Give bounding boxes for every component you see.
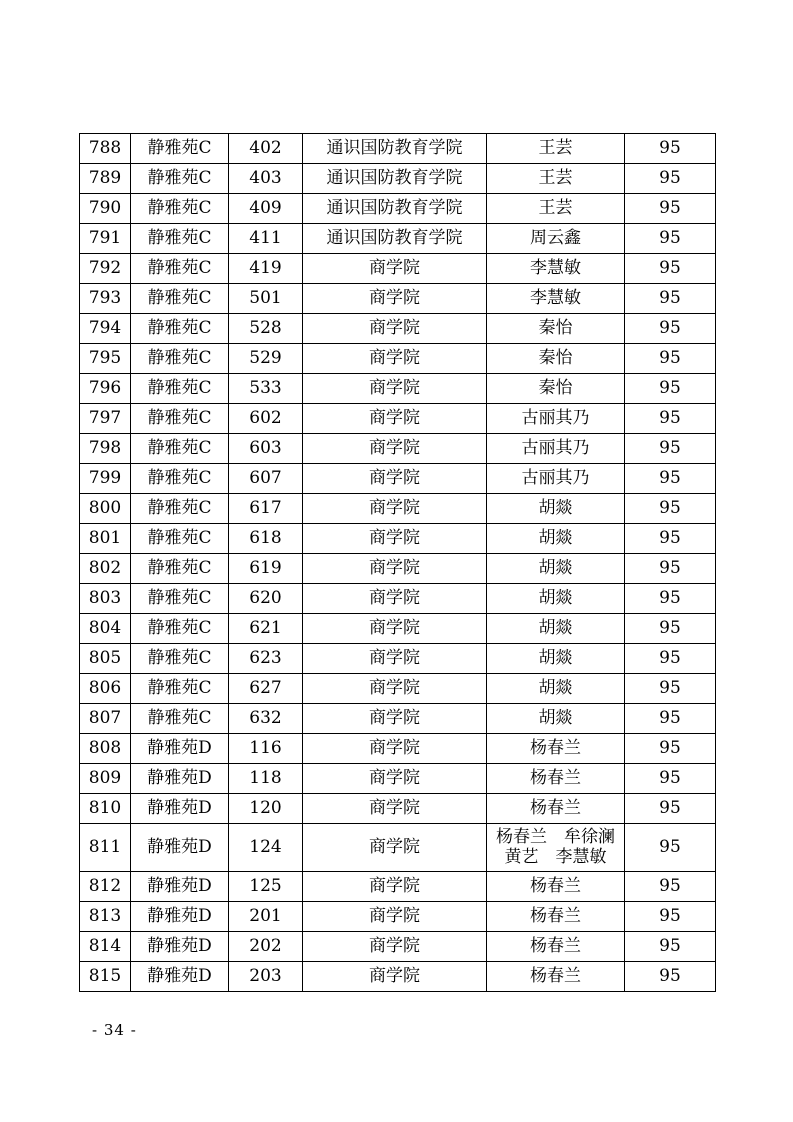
building-cell: 静雅苑C bbox=[131, 434, 229, 464]
page-number: - 34 - bbox=[92, 1021, 137, 1039]
instructor-cell: 杨春兰 bbox=[487, 764, 625, 794]
room-cell: 120 bbox=[229, 794, 303, 824]
row-number-cell: 813 bbox=[80, 902, 131, 932]
college-cell: 商学院 bbox=[303, 932, 487, 962]
college-cell: 商学院 bbox=[303, 614, 487, 644]
building-cell: 静雅苑D bbox=[131, 962, 229, 992]
building-cell: 静雅苑C bbox=[131, 674, 229, 704]
row-number-cell: 809 bbox=[80, 764, 131, 794]
room-cell: 125 bbox=[229, 872, 303, 902]
table-row bbox=[80, 374, 716, 404]
room-cell: 623 bbox=[229, 644, 303, 674]
table-row bbox=[80, 614, 716, 644]
college-cell: 商学院 bbox=[303, 554, 487, 584]
college-cell: 商学院 bbox=[303, 734, 487, 764]
college-cell: 商学院 bbox=[303, 824, 487, 872]
room-cell: 533 bbox=[229, 374, 303, 404]
row-number-cell: 805 bbox=[80, 644, 131, 674]
row-number-cell: 812 bbox=[80, 872, 131, 902]
table-row bbox=[80, 902, 716, 932]
score-cell: 95 bbox=[625, 872, 716, 902]
building-cell: 静雅苑C bbox=[131, 644, 229, 674]
college-cell: 商学院 bbox=[303, 254, 487, 284]
building-cell: 静雅苑C bbox=[131, 254, 229, 284]
table-row bbox=[80, 194, 716, 224]
table-row bbox=[80, 734, 716, 764]
college-cell: 商学院 bbox=[303, 494, 487, 524]
instructor-line: 杨春兰 牟徐澜 bbox=[496, 826, 615, 847]
row-number-cell: 789 bbox=[80, 164, 131, 194]
room-cell: 627 bbox=[229, 674, 303, 704]
instructor-cell: 王芸 bbox=[487, 194, 625, 224]
table-row bbox=[80, 524, 716, 554]
score-cell: 95 bbox=[625, 794, 716, 824]
instructor-cell: 古丽其乃 bbox=[487, 404, 625, 434]
score-cell: 95 bbox=[625, 494, 716, 524]
instructor-cell: 胡燚 bbox=[487, 554, 625, 584]
score-cell: 95 bbox=[625, 932, 716, 962]
room-cell: 203 bbox=[229, 962, 303, 992]
row-number-cell: 814 bbox=[80, 932, 131, 962]
table-row bbox=[80, 164, 716, 194]
building-cell: 静雅苑C bbox=[131, 134, 229, 164]
row-number-cell: 807 bbox=[80, 704, 131, 734]
score-cell: 95 bbox=[625, 644, 716, 674]
score-cell: 95 bbox=[625, 404, 716, 434]
instructor-cell: 胡燚 bbox=[487, 644, 625, 674]
college-cell: 通识国防教育学院 bbox=[303, 224, 487, 254]
table-row bbox=[80, 674, 716, 704]
row-number-cell: 815 bbox=[80, 962, 131, 992]
building-cell: 静雅苑D bbox=[131, 872, 229, 902]
college-cell: 商学院 bbox=[303, 374, 487, 404]
table-row bbox=[80, 872, 716, 902]
building-cell: 静雅苑D bbox=[131, 734, 229, 764]
instructor-cell: 秦怡 bbox=[487, 344, 625, 374]
building-cell: 静雅苑C bbox=[131, 494, 229, 524]
college-cell: 商学院 bbox=[303, 764, 487, 794]
college-cell: 商学院 bbox=[303, 872, 487, 902]
table-row bbox=[80, 932, 716, 962]
table-row bbox=[80, 824, 716, 872]
instructor-cell: 杨春兰 bbox=[487, 734, 625, 764]
instructor-cell: 胡燚 bbox=[487, 584, 625, 614]
table-row bbox=[80, 344, 716, 374]
score-cell: 95 bbox=[625, 764, 716, 794]
table-row bbox=[80, 224, 716, 254]
room-cell: 528 bbox=[229, 314, 303, 344]
instructor-cell: 王芸 bbox=[487, 164, 625, 194]
dorm-score-table bbox=[79, 133, 716, 992]
instructor-cell: 胡燚 bbox=[487, 704, 625, 734]
table-row bbox=[80, 764, 716, 794]
score-cell: 95 bbox=[625, 164, 716, 194]
score-cell: 95 bbox=[625, 344, 716, 374]
table-row bbox=[80, 254, 716, 284]
room-cell: 402 bbox=[229, 134, 303, 164]
room-cell: 409 bbox=[229, 194, 303, 224]
college-cell: 商学院 bbox=[303, 464, 487, 494]
table-row bbox=[80, 962, 716, 992]
building-cell: 静雅苑C bbox=[131, 404, 229, 434]
room-cell: 201 bbox=[229, 902, 303, 932]
room-cell: 617 bbox=[229, 494, 303, 524]
score-cell: 95 bbox=[625, 464, 716, 494]
table-row bbox=[80, 434, 716, 464]
instructor-cell: 杨春兰 bbox=[487, 902, 625, 932]
building-cell: 静雅苑C bbox=[131, 704, 229, 734]
college-cell: 商学院 bbox=[303, 314, 487, 344]
row-number-cell: 796 bbox=[80, 374, 131, 404]
instructor-cell: 杨春兰 bbox=[487, 872, 625, 902]
college-cell: 通识国防教育学院 bbox=[303, 134, 487, 164]
score-cell: 95 bbox=[625, 824, 716, 872]
table-row bbox=[80, 284, 716, 314]
table-row bbox=[80, 314, 716, 344]
instructor-cell: 胡燚 bbox=[487, 674, 625, 704]
room-cell: 118 bbox=[229, 764, 303, 794]
room-cell: 202 bbox=[229, 932, 303, 962]
table-row bbox=[80, 584, 716, 614]
room-cell: 602 bbox=[229, 404, 303, 434]
building-cell: 静雅苑C bbox=[131, 224, 229, 254]
college-cell: 通识国防教育学院 bbox=[303, 164, 487, 194]
row-number-cell: 808 bbox=[80, 734, 131, 764]
instructor-line: 黄艺 李慧敏 bbox=[504, 846, 607, 867]
instructor-cell: 周云鑫 bbox=[487, 224, 625, 254]
building-cell: 静雅苑C bbox=[131, 344, 229, 374]
room-cell: 419 bbox=[229, 254, 303, 284]
college-cell: 通识国防教育学院 bbox=[303, 194, 487, 224]
room-cell: 603 bbox=[229, 434, 303, 464]
score-cell: 95 bbox=[625, 902, 716, 932]
table-row bbox=[80, 404, 716, 434]
score-cell: 95 bbox=[625, 224, 716, 254]
college-cell: 商学院 bbox=[303, 344, 487, 374]
college-cell: 商学院 bbox=[303, 434, 487, 464]
table-body bbox=[80, 134, 716, 992]
instructor-cell: 古丽其乃 bbox=[487, 464, 625, 494]
row-number-cell: 794 bbox=[80, 314, 131, 344]
instructor-cell: 胡燚 bbox=[487, 614, 625, 644]
college-cell: 商学院 bbox=[303, 794, 487, 824]
row-number-cell: 792 bbox=[80, 254, 131, 284]
room-cell: 620 bbox=[229, 584, 303, 614]
college-cell: 商学院 bbox=[303, 524, 487, 554]
table-row bbox=[80, 464, 716, 494]
room-cell: 411 bbox=[229, 224, 303, 254]
row-number-cell: 798 bbox=[80, 434, 131, 464]
college-cell: 商学院 bbox=[303, 962, 487, 992]
row-number-cell: 803 bbox=[80, 584, 131, 614]
table-row bbox=[80, 644, 716, 674]
college-cell: 商学院 bbox=[303, 644, 487, 674]
instructor-cell: 杨春兰 bbox=[487, 794, 625, 824]
row-number-cell: 806 bbox=[80, 674, 131, 704]
instructor-cell: 秦怡 bbox=[487, 314, 625, 344]
building-cell: 静雅苑D bbox=[131, 932, 229, 962]
row-number-cell: 788 bbox=[80, 134, 131, 164]
instructor-cell: 杨春兰 bbox=[487, 962, 625, 992]
table-row bbox=[80, 794, 716, 824]
building-cell: 静雅苑D bbox=[131, 764, 229, 794]
building-cell: 静雅苑D bbox=[131, 902, 229, 932]
building-cell: 静雅苑C bbox=[131, 584, 229, 614]
instructor-cell: 王芸 bbox=[487, 134, 625, 164]
score-cell: 95 bbox=[625, 434, 716, 464]
row-number-cell: 797 bbox=[80, 404, 131, 434]
instructor-cell: 秦怡 bbox=[487, 374, 625, 404]
score-cell: 95 bbox=[625, 314, 716, 344]
building-cell: 静雅苑C bbox=[131, 314, 229, 344]
score-cell: 95 bbox=[625, 374, 716, 404]
building-cell: 静雅苑C bbox=[131, 524, 229, 554]
score-cell: 95 bbox=[625, 962, 716, 992]
row-number-cell: 791 bbox=[80, 224, 131, 254]
score-cell: 95 bbox=[625, 614, 716, 644]
score-cell: 95 bbox=[625, 734, 716, 764]
row-number-cell: 800 bbox=[80, 494, 131, 524]
building-cell: 静雅苑D bbox=[131, 824, 229, 872]
building-cell: 静雅苑C bbox=[131, 374, 229, 404]
table-row bbox=[80, 554, 716, 584]
room-cell: 529 bbox=[229, 344, 303, 374]
instructor-cell bbox=[487, 824, 625, 872]
instructor-cell: 古丽其乃 bbox=[487, 434, 625, 464]
college-cell: 商学院 bbox=[303, 674, 487, 704]
score-cell: 95 bbox=[625, 674, 716, 704]
room-cell: 116 bbox=[229, 734, 303, 764]
college-cell: 商学院 bbox=[303, 902, 487, 932]
room-cell: 621 bbox=[229, 614, 303, 644]
instructor-cell: 李慧敏 bbox=[487, 254, 625, 284]
score-cell: 95 bbox=[625, 524, 716, 554]
room-cell: 403 bbox=[229, 164, 303, 194]
room-cell: 607 bbox=[229, 464, 303, 494]
row-number-cell: 801 bbox=[80, 524, 131, 554]
score-cell: 95 bbox=[625, 284, 716, 314]
row-number-cell: 804 bbox=[80, 614, 131, 644]
room-cell: 501 bbox=[229, 284, 303, 314]
table-row bbox=[80, 704, 716, 734]
college-cell: 商学院 bbox=[303, 584, 487, 614]
row-number-cell: 799 bbox=[80, 464, 131, 494]
score-cell: 95 bbox=[625, 194, 716, 224]
room-cell: 619 bbox=[229, 554, 303, 584]
score-cell: 95 bbox=[625, 554, 716, 584]
instructor-cell: 胡燚 bbox=[487, 494, 625, 524]
building-cell: 静雅苑C bbox=[131, 554, 229, 584]
row-number-cell: 793 bbox=[80, 284, 131, 314]
building-cell: 静雅苑C bbox=[131, 284, 229, 314]
room-cell: 618 bbox=[229, 524, 303, 554]
row-number-cell: 790 bbox=[80, 194, 131, 224]
college-cell: 商学院 bbox=[303, 704, 487, 734]
score-cell: 95 bbox=[625, 134, 716, 164]
college-cell: 商学院 bbox=[303, 284, 487, 314]
building-cell: 静雅苑C bbox=[131, 464, 229, 494]
table-row bbox=[80, 134, 716, 164]
table-row bbox=[80, 494, 716, 524]
instructor-cell: 李慧敏 bbox=[487, 284, 625, 314]
row-number-cell: 802 bbox=[80, 554, 131, 584]
score-cell: 95 bbox=[625, 704, 716, 734]
row-number-cell: 811 bbox=[80, 824, 131, 872]
instructor-cell: 杨春兰 bbox=[487, 932, 625, 962]
score-cell: 95 bbox=[625, 584, 716, 614]
score-cell: 95 bbox=[625, 254, 716, 284]
row-number-cell: 795 bbox=[80, 344, 131, 374]
room-cell: 632 bbox=[229, 704, 303, 734]
row-number-cell: 810 bbox=[80, 794, 131, 824]
instructor-cell: 胡燚 bbox=[487, 524, 625, 554]
building-cell: 静雅苑C bbox=[131, 164, 229, 194]
building-cell: 静雅苑C bbox=[131, 194, 229, 224]
building-cell: 静雅苑C bbox=[131, 614, 229, 644]
room-cell: 124 bbox=[229, 824, 303, 872]
building-cell: 静雅苑D bbox=[131, 794, 229, 824]
college-cell: 商学院 bbox=[303, 404, 487, 434]
